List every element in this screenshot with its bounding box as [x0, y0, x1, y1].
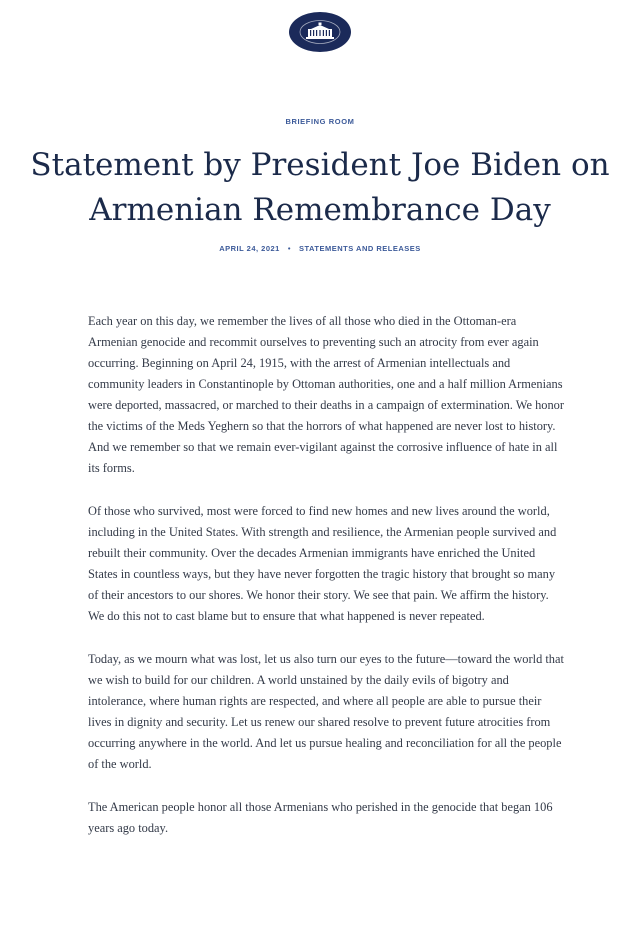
article-body	[88, 311, 566, 861]
paragraph: The American people honor all those Armenians who perished in the genocide that began 106 years ago today.	[88, 800, 553, 835]
category-link[interactable]: STATEMENTS AND RELEASES	[299, 244, 421, 253]
paragraph: Of those who survived, most were forced to find new homes and new lives around the world, including in the United States. With strength and resilience, the Armenian people survived and rebuilt their community. Over the decades Armenian immigrants have enriched the United States in countless ways, but they have never forgotten the tragic history that brought so many of their ancestors to our shores. We honor their story. We see that pain. We affirm the history. We do this not to cast blame but to ensure that what happened is never repeated.	[88, 504, 557, 623]
publish-date: APRIL 24, 2021	[219, 244, 280, 253]
meta-separator: •	[287, 244, 291, 253]
header	[0, 12, 640, 52]
paragraph: Today, as we mourn what was lost, let us also turn our eyes to the future—toward the world that we wish to build for our children. A world unstained by the daily evils of bigotry and intolerance, where human rights are respected, and where all people are able to pursue their lives in dignity and security. Let us renew our shared resolve to prevent future atrocities from occurring anywhere in the world. And let us pursue healing and reconciliation for all the people of the world.	[88, 652, 564, 771]
white-house-seal-icon[interactable]	[289, 12, 351, 52]
page-title	[0, 143, 640, 233]
article-meta	[0, 244, 640, 253]
paragraph: Each year on this day, we remember the lives of all those who died in the Ottoman-era Armenian genocide and recommit ourselves to preventing such an atrocity from ever again occurring. Beginning on April 24, 1915, with the arrest of Armenian intellectuals and community leaders in Constantinople by Ottoman authorities, one and a half million Armenians were deported, massacred, or marched to their deaths in a campaign of extermination. We honor the victims of the Meds Yeghern so that the horrors of what happened are never lost to history. And we remember so that we remain ever-vigilant against the corrosive influence of hate in all its forms.	[88, 314, 564, 475]
title-line-2: Armenian Remembrance Day	[89, 192, 551, 228]
title-line-1: Statement by President Joe Biden on	[30, 147, 610, 183]
section-label[interactable]: BRIEFING ROOM	[285, 117, 355, 126]
